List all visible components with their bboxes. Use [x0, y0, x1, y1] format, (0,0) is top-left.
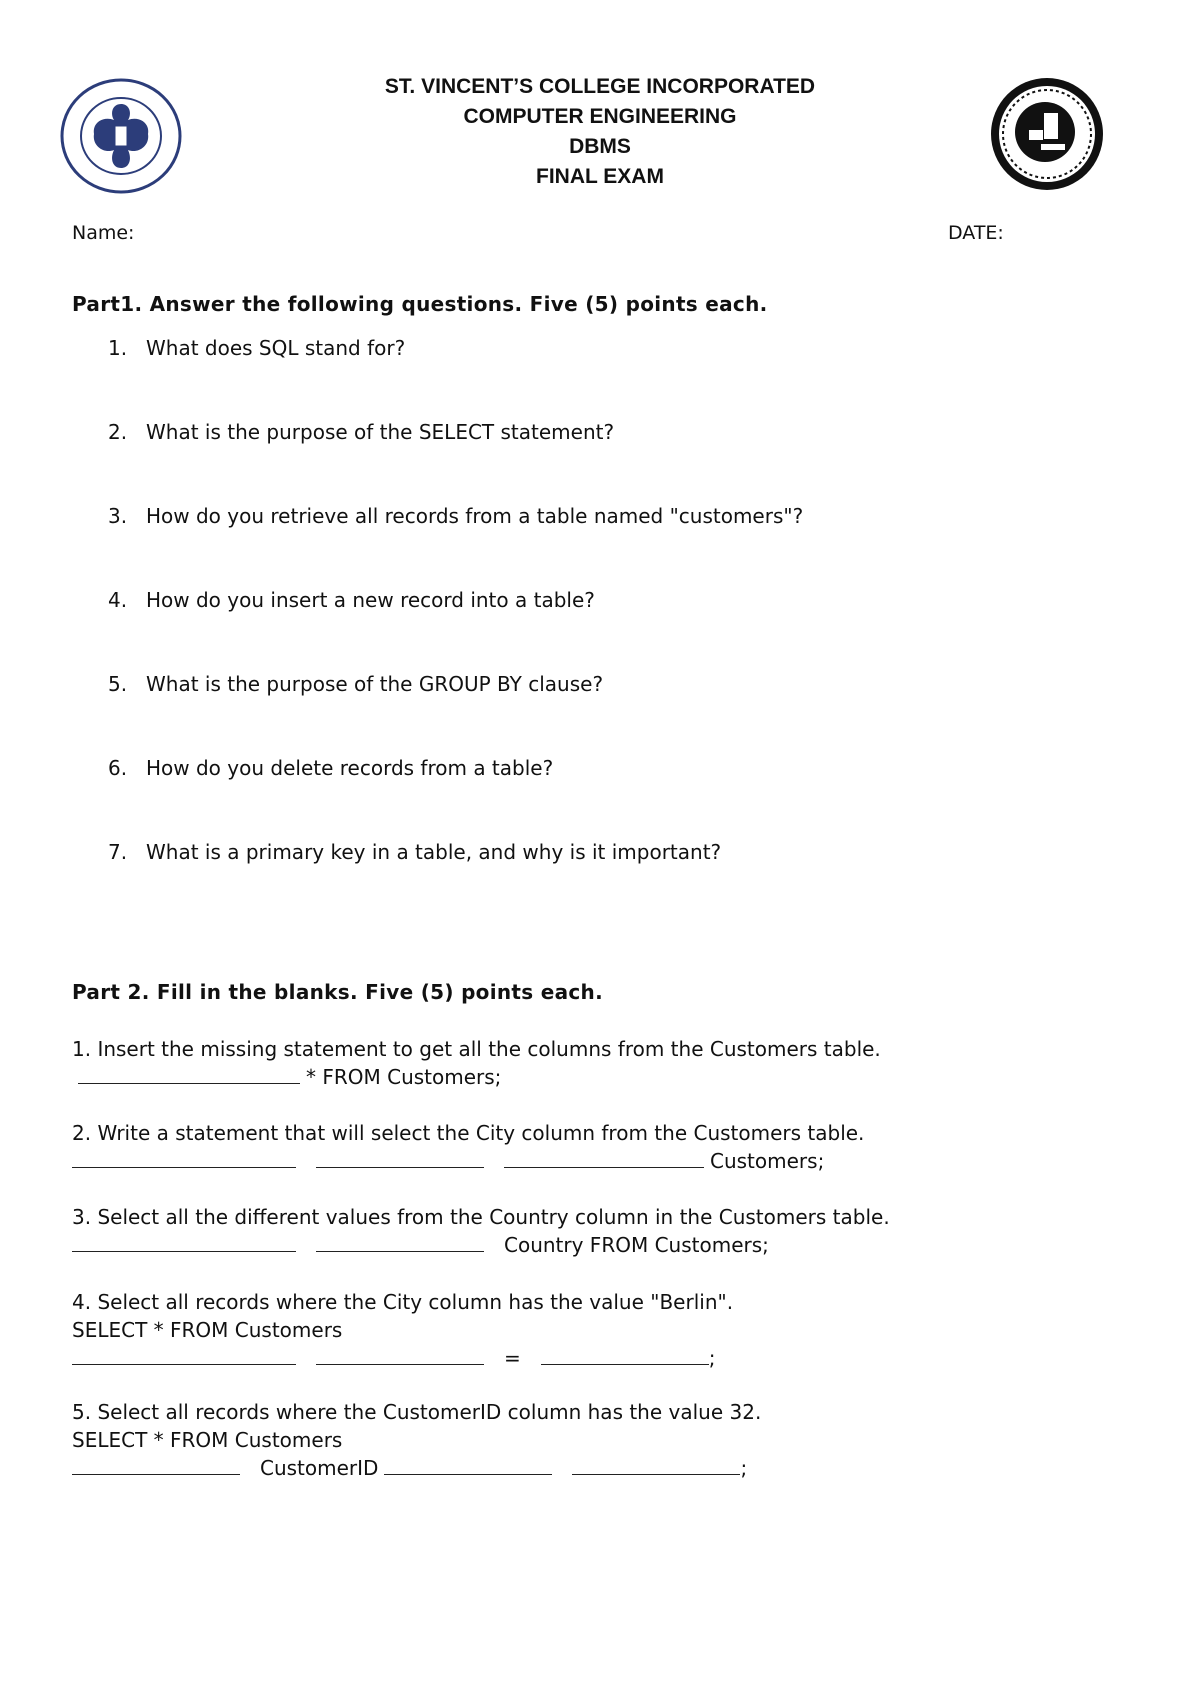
question-text: What does SQL stand for?: [146, 336, 406, 360]
statement-end: ;: [708, 1346, 716, 1370]
department-name: COMPUTER ENGINEERING: [463, 105, 737, 128]
question-item: [108, 840, 803, 924]
fill-item-1: [72, 1035, 881, 1091]
part2-heading: Part 2. Fill in the blanks. Five (5) points each.: [72, 980, 603, 1004]
answer-blank[interactable]: [316, 1147, 484, 1168]
fill-prompt: 2. Write a statement that will select the City column from the Customers table.: [72, 1121, 865, 1145]
answer-blank[interactable]: [384, 1454, 552, 1475]
question-number: 1.: [108, 336, 128, 360]
school-name: ST. VINCENT’S COLLEGE INCORPORATED: [384, 75, 816, 98]
name-field-label: Name:: [72, 222, 135, 244]
answer-blank[interactable]: [72, 1454, 240, 1475]
fill-code-line: SELECT * FROM Customers: [72, 1428, 343, 1452]
fill-prompt: 4. Select all records where the City column has the value "Berlin".: [72, 1290, 734, 1314]
college-seal-icon: [60, 78, 182, 194]
answer-blank[interactable]: [541, 1344, 709, 1365]
fill-prompt: 1. Insert the missing statement to get all the columns from the Customers table.: [72, 1037, 881, 1061]
answer-blank[interactable]: [72, 1231, 296, 1252]
part1-heading: Part1. Answer the following questions. Five (5) points each.: [72, 292, 768, 316]
fill-item-2: [72, 1119, 864, 1175]
question-text: How do you insert a new record into a table?: [146, 588, 595, 612]
fill-prompt: 5. Select all records where the CustomerID column has the value 32.: [72, 1400, 762, 1424]
question-item: [108, 420, 803, 504]
question-text: What is a primary key in a table, and why is it important?: [146, 840, 722, 864]
answer-blank[interactable]: [316, 1231, 484, 1252]
equals-sign: =: [504, 1346, 521, 1370]
question-item: [108, 504, 803, 588]
question-item: [108, 672, 803, 756]
fill-code-tail: Country FROM Customers;: [504, 1233, 769, 1257]
question-text: How do you delete records from a table?: [146, 756, 554, 780]
answer-blank[interactable]: [72, 1344, 296, 1365]
question-number: 5.: [108, 672, 128, 696]
fill-item-4: [72, 1288, 733, 1372]
question-number: 6.: [108, 756, 128, 780]
part1-question-list: [108, 336, 803, 924]
answer-blank[interactable]: [504, 1147, 704, 1168]
question-item: [108, 756, 803, 840]
question-text: How do you retrieve all records from a table named "customers"?: [146, 504, 804, 528]
question-number: 4.: [108, 588, 128, 612]
question-number: 7.: [108, 840, 128, 864]
fill-prompt: 3. Select all the different values from the Country column in the Customers table.: [72, 1205, 890, 1229]
computer-engineering-seal-icon: [985, 72, 1110, 197]
exam-header: [300, 72, 900, 192]
course-name: DBMS: [569, 135, 631, 158]
question-text: What is the purpose of the GROUP BY clause?: [146, 672, 604, 696]
question-text: What is the purpose of the SELECT statement?: [146, 420, 615, 444]
question-item: [108, 336, 803, 420]
statement-end: ;: [740, 1456, 748, 1480]
question-item: [108, 588, 803, 672]
fill-code-tail: Customers;: [710, 1149, 825, 1173]
answer-blank[interactable]: [78, 1063, 300, 1084]
fill-code-mid: CustomerID: [260, 1456, 379, 1480]
date-field-label: DATE:: [948, 222, 1004, 244]
answer-blank[interactable]: [572, 1454, 740, 1475]
exam-title: FINAL EXAM: [536, 165, 664, 188]
question-number: 2.: [108, 420, 128, 444]
answer-blank[interactable]: [72, 1147, 296, 1168]
fill-item-3: [72, 1203, 890, 1259]
fill-code-line: SELECT * FROM Customers: [72, 1318, 343, 1342]
fill-item-5: [72, 1398, 761, 1482]
fill-code-tail: * FROM Customers;: [306, 1065, 502, 1089]
answer-blank[interactable]: [316, 1344, 484, 1365]
question-number: 3.: [108, 504, 128, 528]
